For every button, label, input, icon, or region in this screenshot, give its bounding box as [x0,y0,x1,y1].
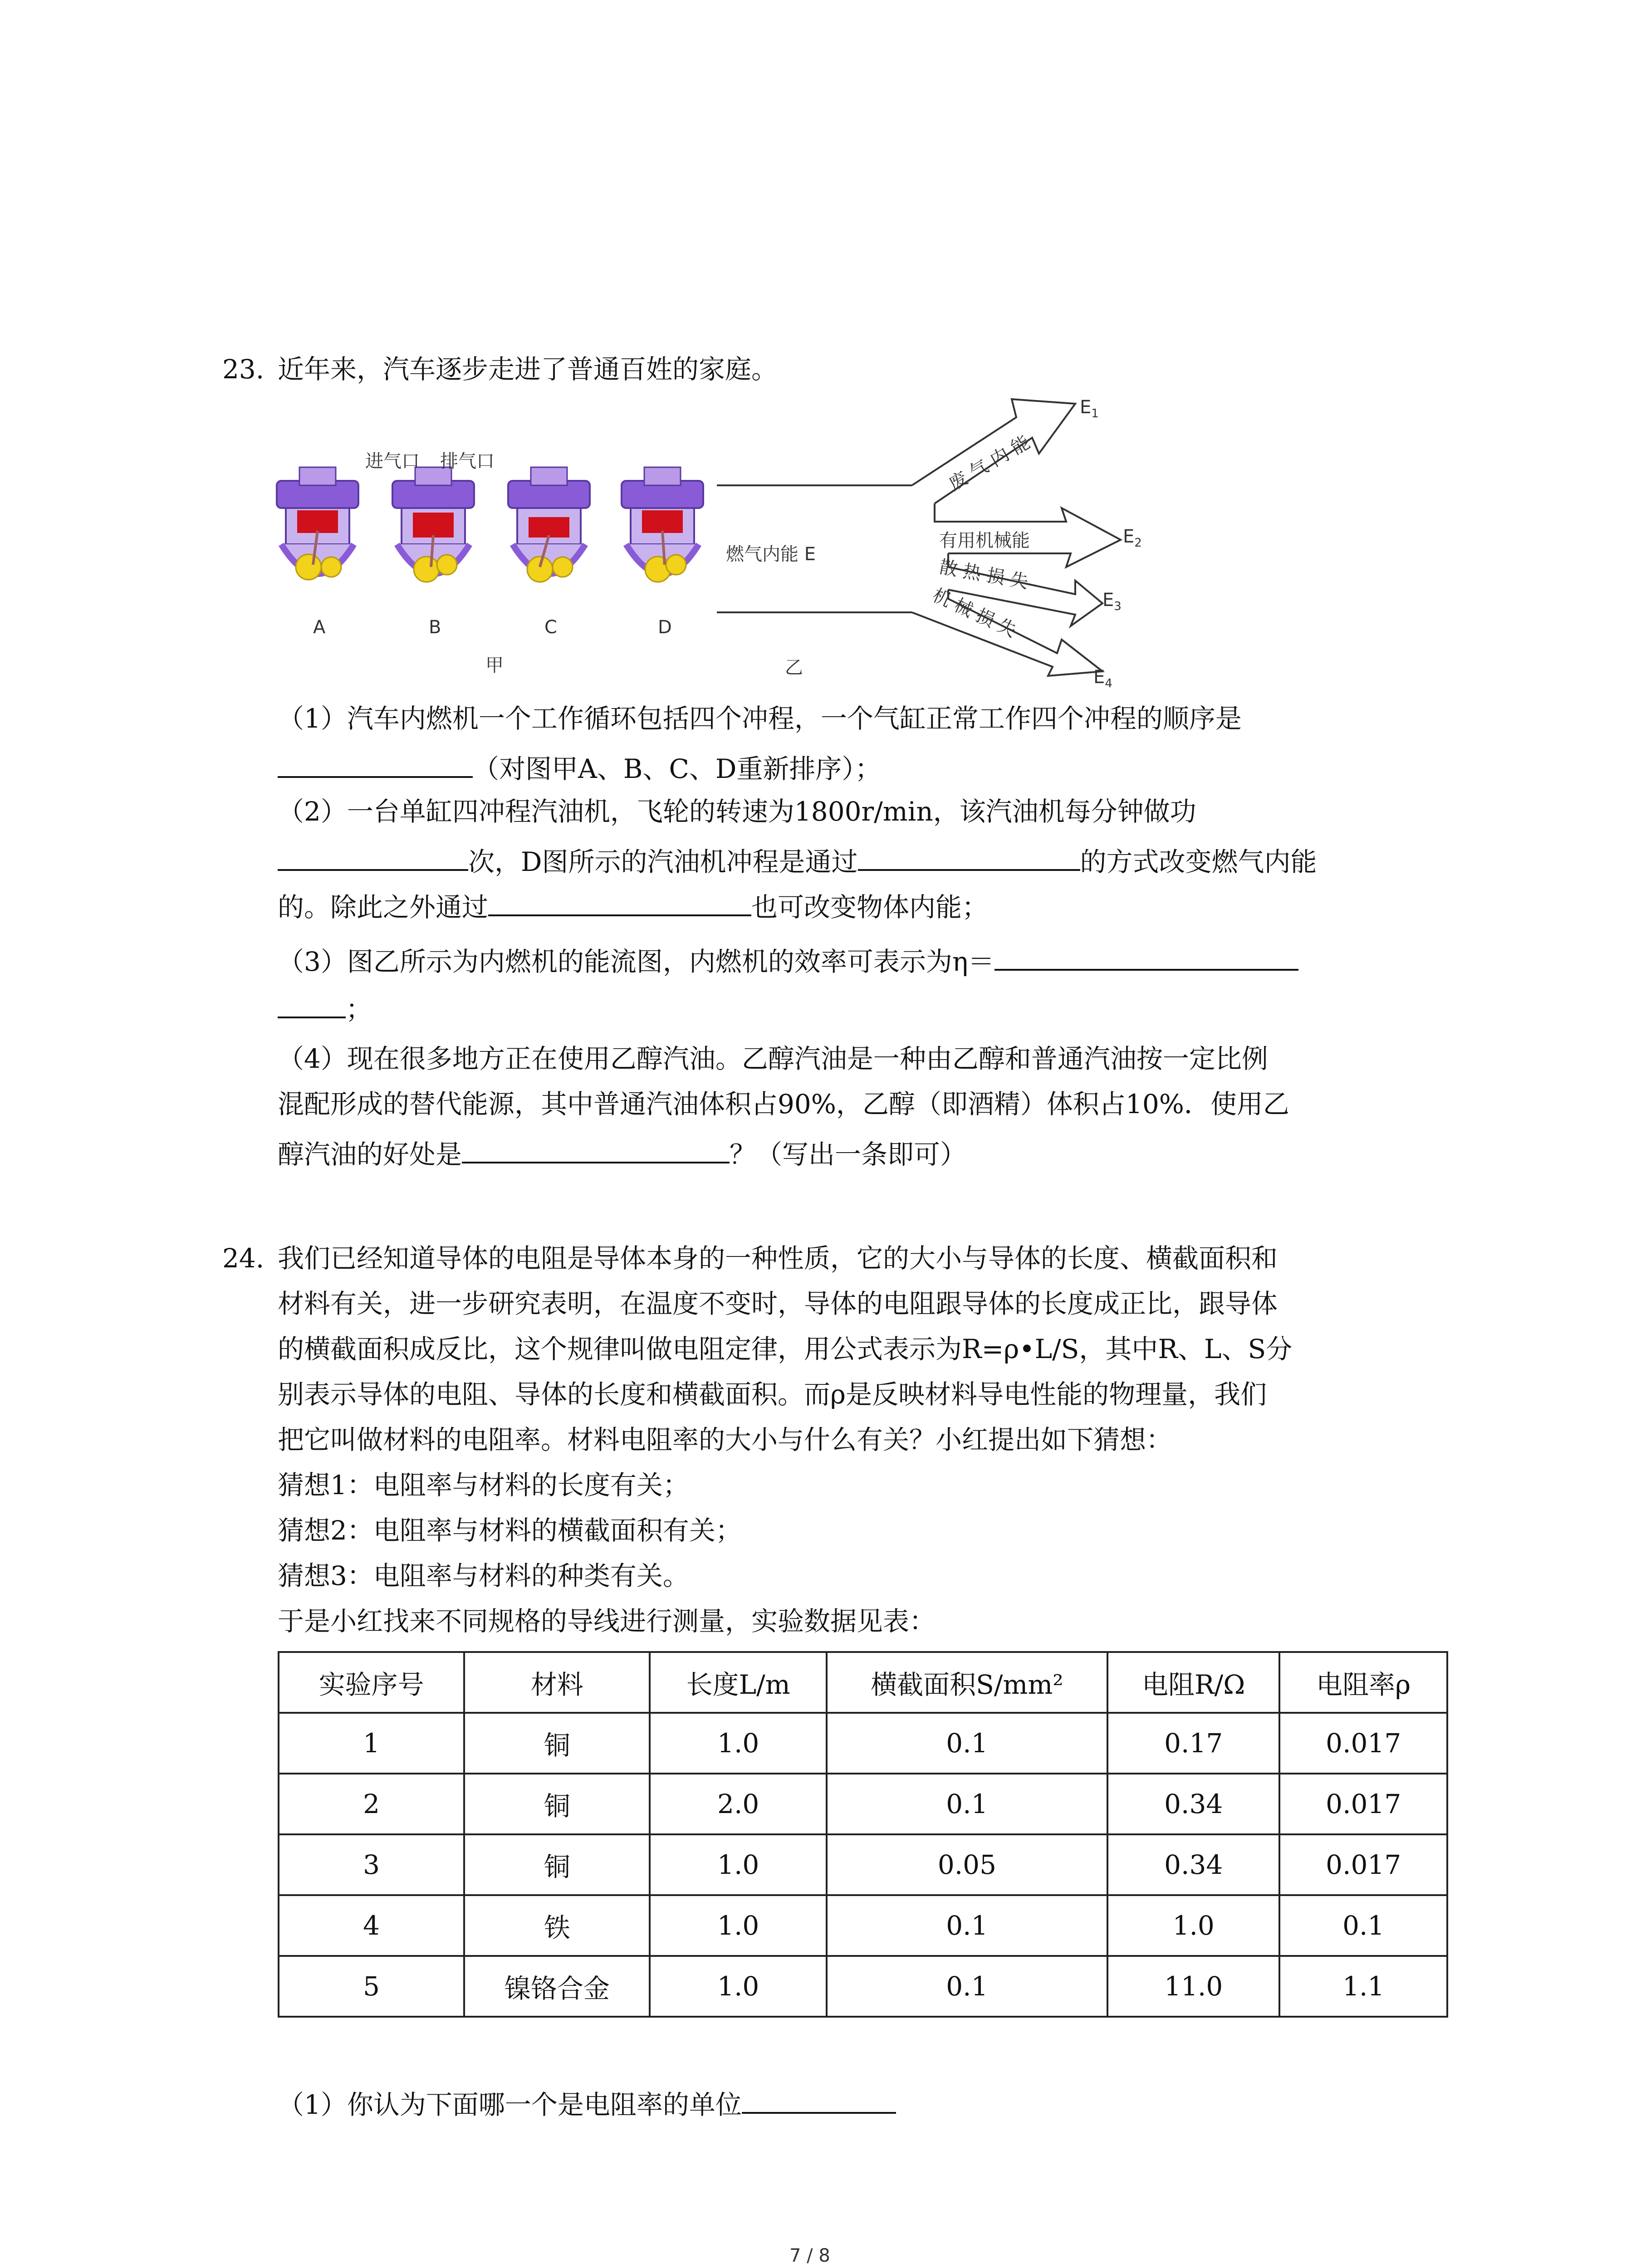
flow-heat-loss-label: 散 热 损 失 [937,557,1030,593]
question-23-number: 23. [222,354,265,385]
table-header-cell: 电阻率ρ [1279,1652,1447,1713]
figure-jia-engine-strokes [272,435,726,680]
table-cell: 铜 [464,1713,650,1774]
table-cell: 1.1 [1279,1956,1447,2017]
q23-p3-line2: ； [278,991,372,1026]
answer-blank-work-times[interactable] [278,844,468,871]
q23-p2-line3: 的。除此之外通过 也可改变物体内能； [278,889,988,924]
table-cell: 0.017 [1279,1774,1447,1834]
table-cell: 0.17 [1107,1713,1279,1774]
table-cell: 铜 [464,1774,650,1834]
table-header-cell: 材料 [464,1652,650,1713]
table-row [279,1895,1447,1956]
caption-jia: 甲 [485,655,504,676]
answer-blank-change-method[interactable] [858,844,1080,871]
answer-blank-resistivity-unit[interactable] [742,2087,896,2114]
table-cell: 铜 [464,1834,650,1895]
table-header-cell: 长度L/m [650,1652,826,1713]
q24-table-intro: 于是小红找来不同规格的导线进行测量，实验数据见表： [278,1606,936,1637]
question-23-intro: 近年来，汽车逐步走进了普通百姓的家庭。 [278,354,778,385]
table-cell: 0.1 [827,1774,1107,1834]
q24-line2: 材料有关，进一步研究表明，在温度不变时，导体的电阻跟导体的长度成正比，跟导体 [278,1288,1278,1319]
stroke-label-a: A [313,617,326,638]
table-cell: 2.0 [650,1774,826,1834]
table-cell: 0.1 [827,1713,1107,1774]
table-row [279,1713,1447,1774]
question-24-number: 24. [222,1243,265,1274]
q23-p1-line2: （对图甲A、B、C、D重新排序）； [278,751,881,785]
table-cell: 5 [279,1956,464,2017]
figure-yi-energy-flow [712,390,1166,689]
table-cell: 1.0 [650,1895,826,1956]
table-cell: 0.017 [1279,1713,1447,1774]
answer-blank-stroke-order[interactable] [278,751,473,778]
page-number: 7 / 8 [789,2245,830,2266]
table-row [279,1774,1447,1834]
table-cell: 镍铬合金 [464,1956,650,2017]
e1-label: $E_1$ [1080,397,1099,420]
engine-b-icon [392,467,474,582]
table-cell: 0.34 [1107,1834,1279,1895]
stroke-label-c: C [544,617,557,638]
flow-mech-loss-label: 机 械 损 失 [929,584,1020,642]
table-cell: 11.0 [1107,1956,1279,2017]
table-header-cell: 电阻R/Ω [1107,1652,1279,1713]
q24-guess2: 猜想2：电阻率与材料的横截面积有关； [278,1515,742,1546]
q24-line5: 把它叫做材料的电阻率。材料电阻率的大小与什么有关？小红提出如下猜想： [278,1424,1173,1455]
table-cell: 4 [279,1895,464,1956]
stroke-label-b: B [429,617,441,638]
q23-p3-line1: （3）图乙所示为内燃机的能流图，内燃机的效率可表示为η＝ [278,943,1298,978]
q23-p2-line2: 次，D图所示的汽油机冲程是通过 的方式改变燃气内能 [278,844,1317,878]
table-row [279,1834,1447,1895]
q23-p2-line1: （2）一台单缸四冲程汽油机，飞轮的转速为1800r/min，该汽油机每分钟做功 [278,796,1196,827]
engine-c-icon [508,467,590,582]
answer-blank-other-method[interactable] [488,889,751,916]
table-cell: 0.1 [827,1895,1107,1956]
table-header-row [279,1652,1447,1713]
e2-label: $E_2$ [1123,526,1142,550]
table-cell: 2 [279,1774,464,1834]
table-cell: 0.017 [1279,1834,1447,1895]
engine-strokes-svg [272,435,726,680]
table-cell: 0.1 [1279,1895,1447,1956]
table-cell: 3 [279,1834,464,1895]
q24-line1: 我们已经知道导体的电阻是导体本身的一种性质，它的大小与导体的长度、横截面积和 [278,1243,1278,1274]
answer-blank-efficiency[interactable] [994,943,1298,971]
answer-blank-efficiency-cont[interactable] [278,991,346,1018]
e4-label: $E_4$ [1093,667,1112,690]
resistivity-data-table [278,1651,1448,2018]
q24-line3: 的横截面积成反比，这个规律叫做电阻定律，用公式表示为R=ρ•L/S，其中R、L、S分 [278,1334,1293,1364]
q24-line4: 别表示导体的电阻、导体的长度和横截面积。而ρ是反映材料导电性能的物理量，我们 [278,1379,1267,1410]
table-cell: 0.05 [827,1834,1107,1895]
energy-source-label: 燃气内能 E [726,544,816,565]
stroke-label-d: D [658,617,672,638]
q24-guess3: 猜想3：电阻率与材料的种类有关。 [278,1560,689,1591]
caption-yi: 乙 [785,657,803,678]
engine-d-icon [622,467,703,582]
q23-p4-line1: （4）现在很多地方正在使用乙醇汽油。乙醇汽油是一种由乙醇和普通汽油按一定比例 [278,1043,1268,1074]
table-cell: 1 [279,1713,464,1774]
flow-waste-gas-label: 废 气 内 能 [945,432,1034,495]
q23-p4-line3: 醇汽油的好处是 ？（写出一条即可） [278,1136,966,1171]
q23-p1-line1: （1）汽车内燃机一个工作循环包括四个冲程，一个气缸正常工作四个冲程的顺序是 [278,703,1242,734]
q24-sub1: （1）你认为下面哪一个是电阻率的单位 [278,2087,896,2121]
engine-a-icon [277,467,358,580]
table-row [279,1956,1447,2017]
table-header-cell: 实验序号 [279,1652,464,1713]
e3-label: $E_3$ [1102,590,1122,613]
q24-guess1: 猜想1：电阻率与材料的长度有关； [278,1470,689,1501]
table-cell: 0.1 [827,1956,1107,2017]
table-cell: 1.0 [1107,1895,1279,1956]
q23-p4-line2: 混配形成的替代能源，其中普通汽油体积占90%，乙醇（即酒精）体积占10%．使用乙 [278,1089,1289,1119]
table-cell: 1.0 [650,1834,826,1895]
table-cell: 1.0 [650,1713,826,1774]
label-intake: 进气口 [365,451,420,472]
answer-blank-ethanol-benefit[interactable] [462,1136,730,1163]
flow-useful-label: 有用机械能 [939,530,1030,551]
table-cell: 0.34 [1107,1774,1279,1834]
label-exhaust: 排气口 [440,451,495,472]
table-cell: 铁 [464,1895,650,1956]
table-header-cell: 横截面积S/mm² [827,1652,1107,1713]
table-cell: 1.0 [650,1956,826,2017]
